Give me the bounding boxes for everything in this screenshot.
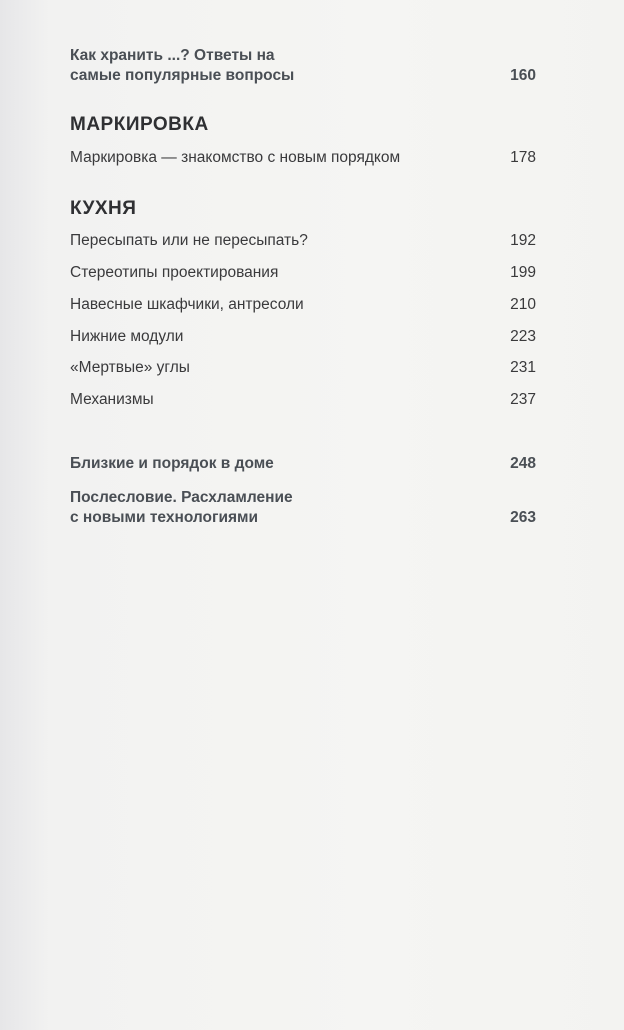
toc-entry-title: Как хранить ...? Ответы на самые популярные вопросы	[70, 47, 295, 84]
toc-entry-marking-intro	[70, 146, 536, 168]
toc-entry-title: Стереотипы проектирования	[70, 264, 279, 281]
toc-entry-page: 237	[510, 391, 536, 408]
toc-entry-afterword	[70, 484, 536, 528]
toc-entry-title: Навесные шкафчики, антресоли	[70, 296, 304, 313]
toc-entry-title: Пересыпать или не пересыпать?	[70, 232, 308, 249]
toc-entry-page: 178	[510, 149, 536, 166]
section-heading-marking: МАРКИРОВКА	[70, 114, 209, 135]
toc-entry-page: 199	[510, 264, 536, 281]
section-heading-kitchen: КУХНЯ	[70, 198, 137, 219]
toc-entry-family	[70, 452, 536, 474]
toc-entry-page: 248	[510, 455, 536, 472]
toc-entry-title: «Мертвые» углы	[70, 359, 190, 376]
toc-entry-kitchen-1	[70, 229, 536, 251]
toc-entry-page: 263	[510, 509, 536, 526]
toc-entry-storage	[70, 42, 536, 86]
toc-entry-kitchen-6	[70, 388, 536, 410]
toc-entry-title: Послесловие. Расхламление с новыми технологиями	[70, 489, 293, 526]
toc-entry-kitchen-3	[70, 293, 536, 315]
toc-entry-title: Маркировка — знакомство с новым порядком	[70, 149, 401, 166]
toc-entry-page: 160	[510, 67, 536, 84]
toc-entry-kitchen-2	[70, 261, 536, 283]
toc-entry-title: Близкие и порядок в доме	[70, 455, 274, 472]
toc-entry-kitchen-4	[70, 325, 536, 347]
toc-entry-page: 223	[510, 328, 536, 345]
toc-entry-page: 210	[510, 296, 536, 313]
toc-entry-title: Нижние модули	[70, 328, 184, 345]
toc-entry-kitchen-5	[70, 356, 536, 378]
toc-entry-title: Механизмы	[70, 391, 154, 408]
toc-entry-page: 192	[510, 232, 536, 249]
toc-entry-page: 231	[510, 359, 536, 376]
